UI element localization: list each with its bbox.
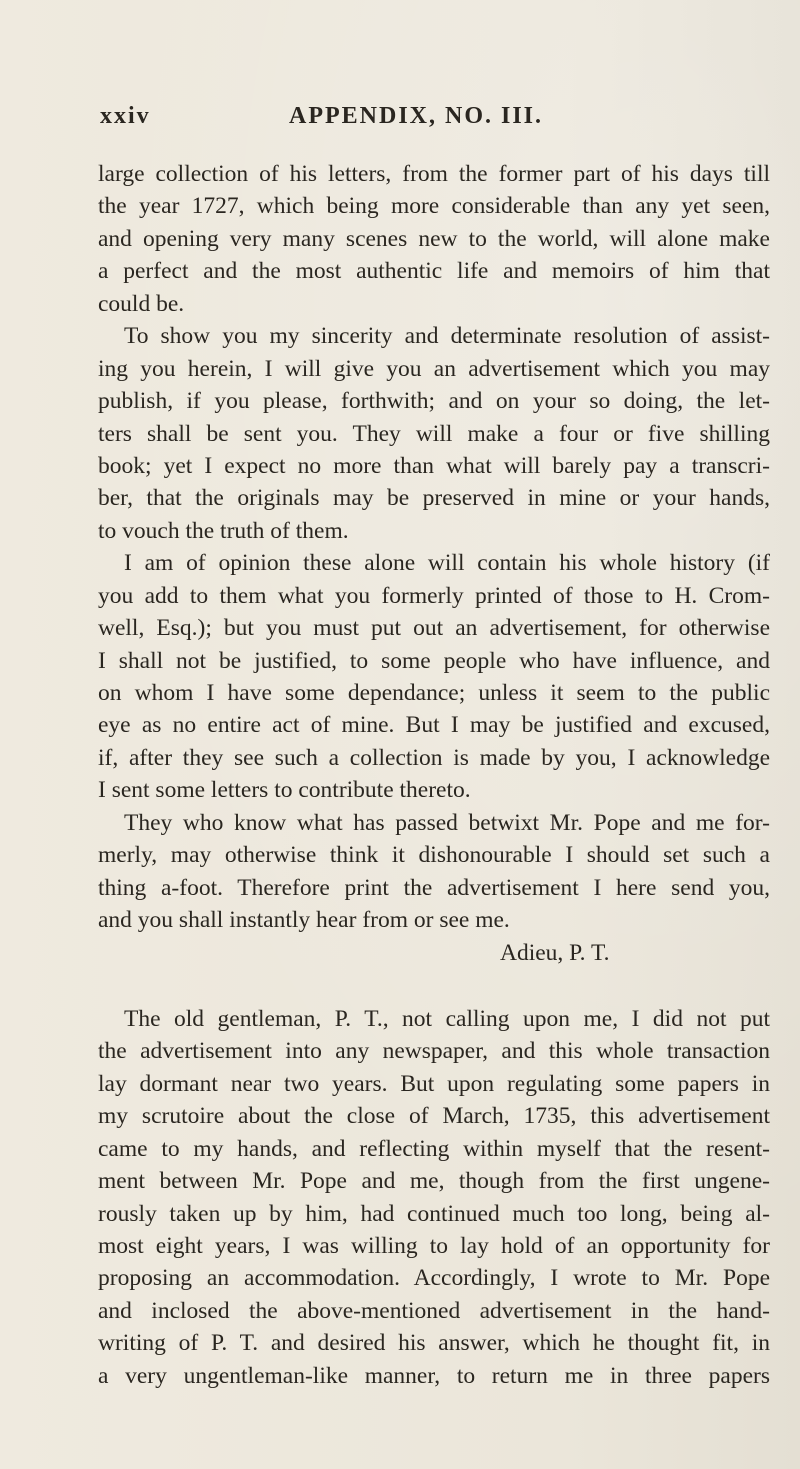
letter-signature: Adieu, P. T. bbox=[500, 939, 610, 966]
text-line: ters shall be sent you. They will make a four or five shilling bbox=[98, 420, 770, 447]
paragraph-gap bbox=[98, 969, 770, 1003]
text-line: eye as no entire act of mine. But I may be justified and excused, bbox=[98, 712, 770, 739]
text-line: ber, that the originals may be preserved in mine or your hands, bbox=[98, 485, 770, 512]
text-line: The old gentleman, P. T., not calling upon me, I did not put bbox=[124, 1005, 770, 1032]
text-line: To show you my sincerity and determinate resolution of assist- bbox=[124, 323, 770, 350]
running-head bbox=[100, 103, 660, 137]
body-text bbox=[98, 158, 770, 1392]
text-line: came to my hands, and reflecting within myself that the resent- bbox=[98, 1135, 770, 1162]
text-line: and you shall instantly hear from or see me. bbox=[98, 907, 510, 934]
text-line: and inclosed the above-mentioned advertisement in the hand- bbox=[98, 1297, 770, 1324]
text-line: if, after they see such a collection is made by you, I acknowledge bbox=[98, 744, 770, 771]
text-line: publish, if you please, forthwith; and on your so doing, the let- bbox=[98, 388, 770, 415]
text-line: most eight years, I was willing to lay hold of an opportunity for bbox=[98, 1233, 770, 1259]
text-line: writing of P. T. and desired his answer, which he thought fit, in bbox=[98, 1330, 770, 1357]
text-line: my scrutoire about the close of March, 1735, this advertisement bbox=[98, 1103, 770, 1130]
text-line: a perfect and the most authentic life and memoirs of him that bbox=[98, 258, 770, 285]
text-line: I shall not be justified, to some people who have influence, and bbox=[98, 647, 770, 674]
text-line: I sent some letters to contribute thereto. bbox=[98, 777, 471, 804]
text-line: the year 1727, which being more considerable than any yet seen, bbox=[98, 193, 770, 220]
text-line: lay dormant near two years. But upon regulating some papers in bbox=[98, 1070, 770, 1097]
text-line: They who know what has passed betwixt Mr. Pope and me for- bbox=[124, 809, 770, 836]
text-line: a very ungentleman-like manner, to return me in three papers bbox=[98, 1362, 770, 1389]
running-title: APPENDIX, NO. III. bbox=[289, 103, 544, 129]
text-line: and opening very many scenes new to the world, will alone make bbox=[98, 225, 770, 252]
page-number: xxiv bbox=[100, 103, 151, 129]
text-line: thing a-foot. Therefore print the advertisement I here send you, bbox=[98, 874, 770, 901]
text-line: proposing an accommodation. Accordingly, I wrote to Mr. Pope bbox=[98, 1265, 770, 1292]
text-line: could be. bbox=[98, 290, 185, 317]
text-line: to vouch the truth of them. bbox=[98, 517, 349, 544]
text-line: ing you herein, I will give you an advertisement which you may bbox=[98, 355, 770, 382]
text-line: on whom I have some dependance; unless it seem to the public bbox=[98, 680, 770, 706]
text-line: I am of opinion these alone will contain his whole history (if bbox=[124, 550, 770, 577]
text-line: well, Esq.); but you must put out an advertisement, for otherwise bbox=[98, 615, 770, 642]
text-line: rously taken up by him, had continued much too long, being al- bbox=[98, 1200, 770, 1227]
text-line: book; yet I expect no more than what will barely pay a transcri- bbox=[98, 452, 770, 479]
text-line: large collection of his letters, from the former part of his days till bbox=[98, 161, 770, 187]
text-line: you add to them what you formerly printed of those to H. Crom- bbox=[98, 582, 770, 609]
text-line: the advertisement into any newspaper, and this whole transaction bbox=[98, 1038, 770, 1065]
text-line: ment between Mr. Pope and me, though from the first ungene- bbox=[98, 1168, 770, 1195]
text-line: merly, may otherwise think it dishonourable I should set such a bbox=[98, 842, 770, 869]
